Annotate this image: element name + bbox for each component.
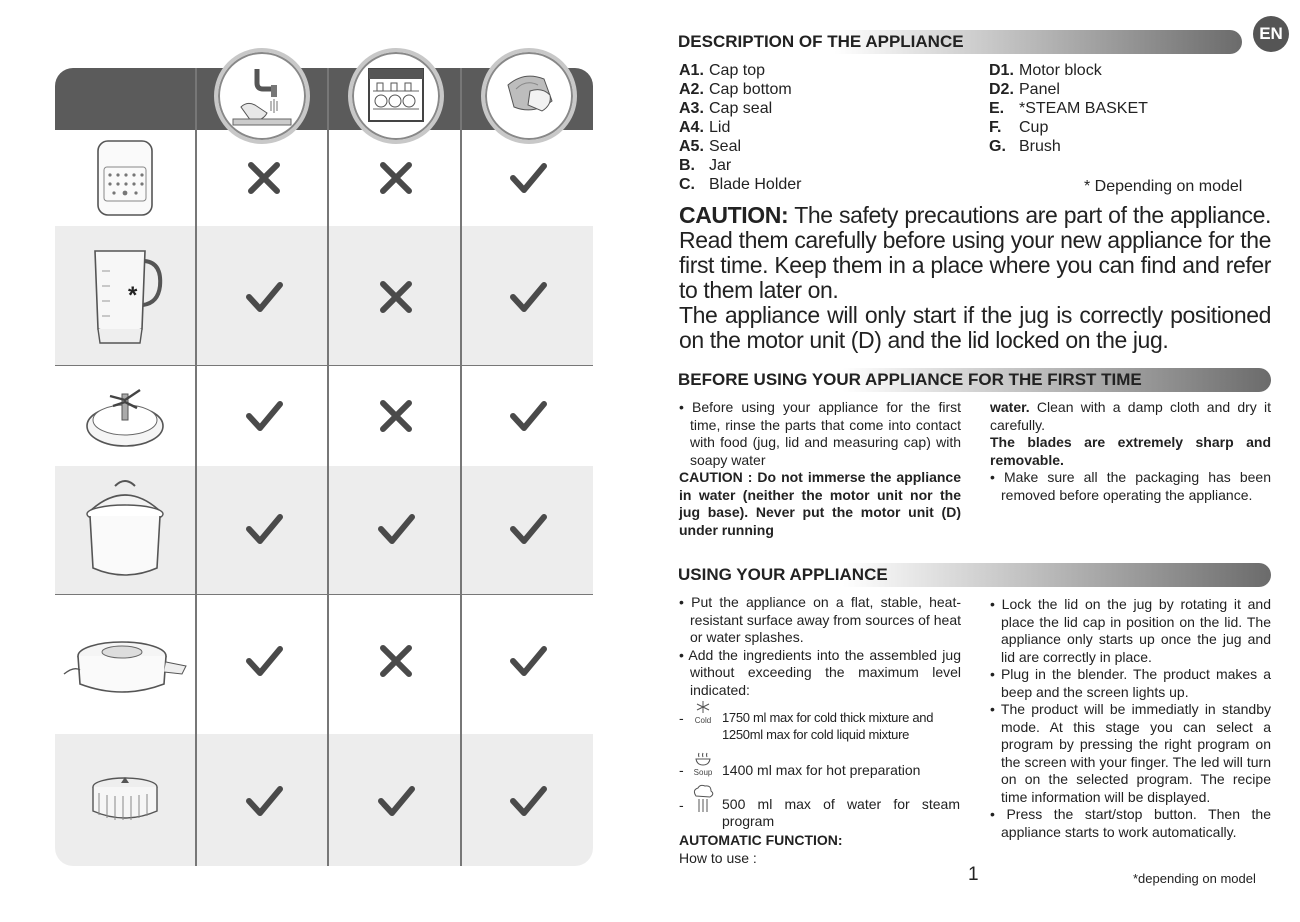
dash: - [679,797,684,813]
column-divider [195,68,197,866]
caution-text: The safety precautions are part of the appliance. Read them carefully before using your new appliance for the first time. Keep them in a place where you can find and refer to them later on. [679,202,1271,303]
part-item [679,80,802,99]
motor-block-image [55,130,195,226]
cloth-wipe-icon [481,48,577,144]
using-right-column [990,596,1271,841]
part-name: Blade Holder [709,176,802,193]
cleaning-table [55,68,593,866]
cold-icon [690,700,716,725]
model-note: * Depending on model [1084,178,1243,195]
part-item [989,80,1148,99]
part-item [679,61,802,80]
column-divider [327,68,329,866]
table-row [55,594,593,735]
part-item [989,118,1148,137]
using-left-column [679,594,961,699]
how-to-use: How to use : [679,850,757,866]
part-name: Cap seal [709,100,773,117]
water-word: water. [990,399,1030,415]
caution-label: CAUTION: [679,202,789,228]
part-item [679,99,802,118]
instruction-bullet: • Before using your appliance for the first time, rinse the parts that come into contact with food (jug, lid and measuring cap) with soapy water [679,399,961,469]
part-code: D1. [989,62,1014,79]
level-steam [722,796,960,830]
brush-image [55,734,195,866]
part-name: Brush [1019,138,1061,155]
level-text: 1400 ml max for hot preparation [722,762,921,778]
part-name: Cap top [709,62,766,79]
part-name: Seal [709,138,742,155]
part-name: Panel [1019,81,1060,98]
level-text: 1750 ml max for cold thick mixture and [722,710,934,725]
section-title: DESCRIPTION OF THE APPLIANCE [678,32,964,51]
part-name: *STEAM BASKET [1019,100,1148,117]
level-text: 500 ml max of water for steam [722,796,960,812]
immersion-warning: CAUTION : Do not immerse the appliance in water (neither the motor unit nor the jug base). Never put the motor unit (D) under running [679,469,961,538]
section-title: BEFORE USING YOUR APPLIANCE FOR THE FIRST TIME [678,370,1142,389]
clean-instruction: Clean with a damp cloth and dry it carefully. [990,399,1271,433]
table-row [55,466,593,595]
part-name: Lid [709,119,731,136]
section-header-description [676,30,1242,54]
part-code: B. [679,157,695,174]
part-item [989,137,1148,156]
blades-warning: The blades are extremely sharp and removable. [990,434,1271,468]
part-name: Cap bottom [709,81,792,98]
part-code: A4. [679,119,704,136]
instruction-bullet: • Plug in the blender. The product makes a beep and the screen lights up. [990,666,1271,701]
part-code: A5. [679,138,704,155]
level-text: 1250ml max for cold liquid mixture [722,727,910,742]
jug-base-image [55,594,195,734]
part-code: F. [989,119,1002,136]
language-badge: EN [1253,16,1289,52]
dash: - [679,710,684,726]
table-row [55,130,593,227]
table-row [55,365,593,467]
before-use-right-column [990,399,1271,504]
caution-paragraph [679,203,1271,353]
model-dependent-asterisk: * [128,281,138,309]
page-number: 1 [968,864,979,885]
level-icon-label: Cold [694,716,712,725]
part-item [679,118,802,137]
part-item [679,137,802,156]
steam-basket-image [55,466,195,594]
part-item [989,99,1148,118]
part-name: Jar [709,157,732,174]
part-code: A3. [679,100,704,117]
jug-image [55,226,195,365]
column-divider [460,68,462,866]
instruction-bullet: • Add the ingredients into the assembled jug without exceeding the maximum level indicated: [679,647,961,700]
part-name: Cup [1019,119,1049,136]
caution-text-jug: The appliance will only start if the jug is correctly positioned on the motor unit (D) and the lid locked on the jug. [679,302,1271,353]
part-code: D2. [989,81,1014,98]
blade-holder-image [55,365,195,466]
part-code: A1. [679,62,704,79]
dishwasher-icon [348,48,444,144]
level-soup [722,762,920,779]
level-cold [722,709,933,743]
before-use-left-column [679,399,961,539]
table-row [55,734,593,866]
soup-icon [690,752,716,777]
instruction-bullet: • Lock the lid on the jug by rotating it and place the lid cap in position on the lid. The appliance only starts up once the jug and lid are correctly in place. [990,596,1271,666]
part-item [989,61,1148,80]
instruction-bullet: • Make sure all the packaging has been removed before operating the appliance. [990,469,1271,504]
footnote: *depending on model [1133,871,1256,886]
steam-icon [690,784,716,816]
instruction-bullet: • Put the appliance on a flat, stable, heat-resistant surface away from sources of heat or water splashes. [679,594,961,647]
part-code: E. [989,100,1005,117]
parts-list-right [989,61,1148,156]
part-item [679,156,802,175]
table-row [55,226,593,366]
section-header-before-use [676,368,1271,392]
part-code: A2. [679,81,704,98]
instruction-bullet: • Press the start/stop button. Then the appliance starts to work automatically. [990,806,1271,841]
section-title: USING YOUR APPLIANCE [678,565,888,584]
instruction-bullet: • The product will be immediatly in standby mode. At this stage you can select a program by pressing the right program on the screen with your finger. The led will turn on on the selected program. The recipe time information will be displayed. [990,701,1271,806]
parts-list-left [679,61,802,194]
level-text: program [722,813,775,829]
part-code: G. [989,138,1006,155]
part-item [679,175,802,194]
automatic-function-title: AUTOMATIC FUNCTION: [679,832,843,848]
level-icon-label: Soup [693,768,713,777]
tap-rinse-icon [214,48,310,144]
dash: - [679,762,684,778]
part-name: Motor block [1019,62,1102,79]
part-code: C. [679,176,695,193]
section-header-using [676,563,1271,587]
